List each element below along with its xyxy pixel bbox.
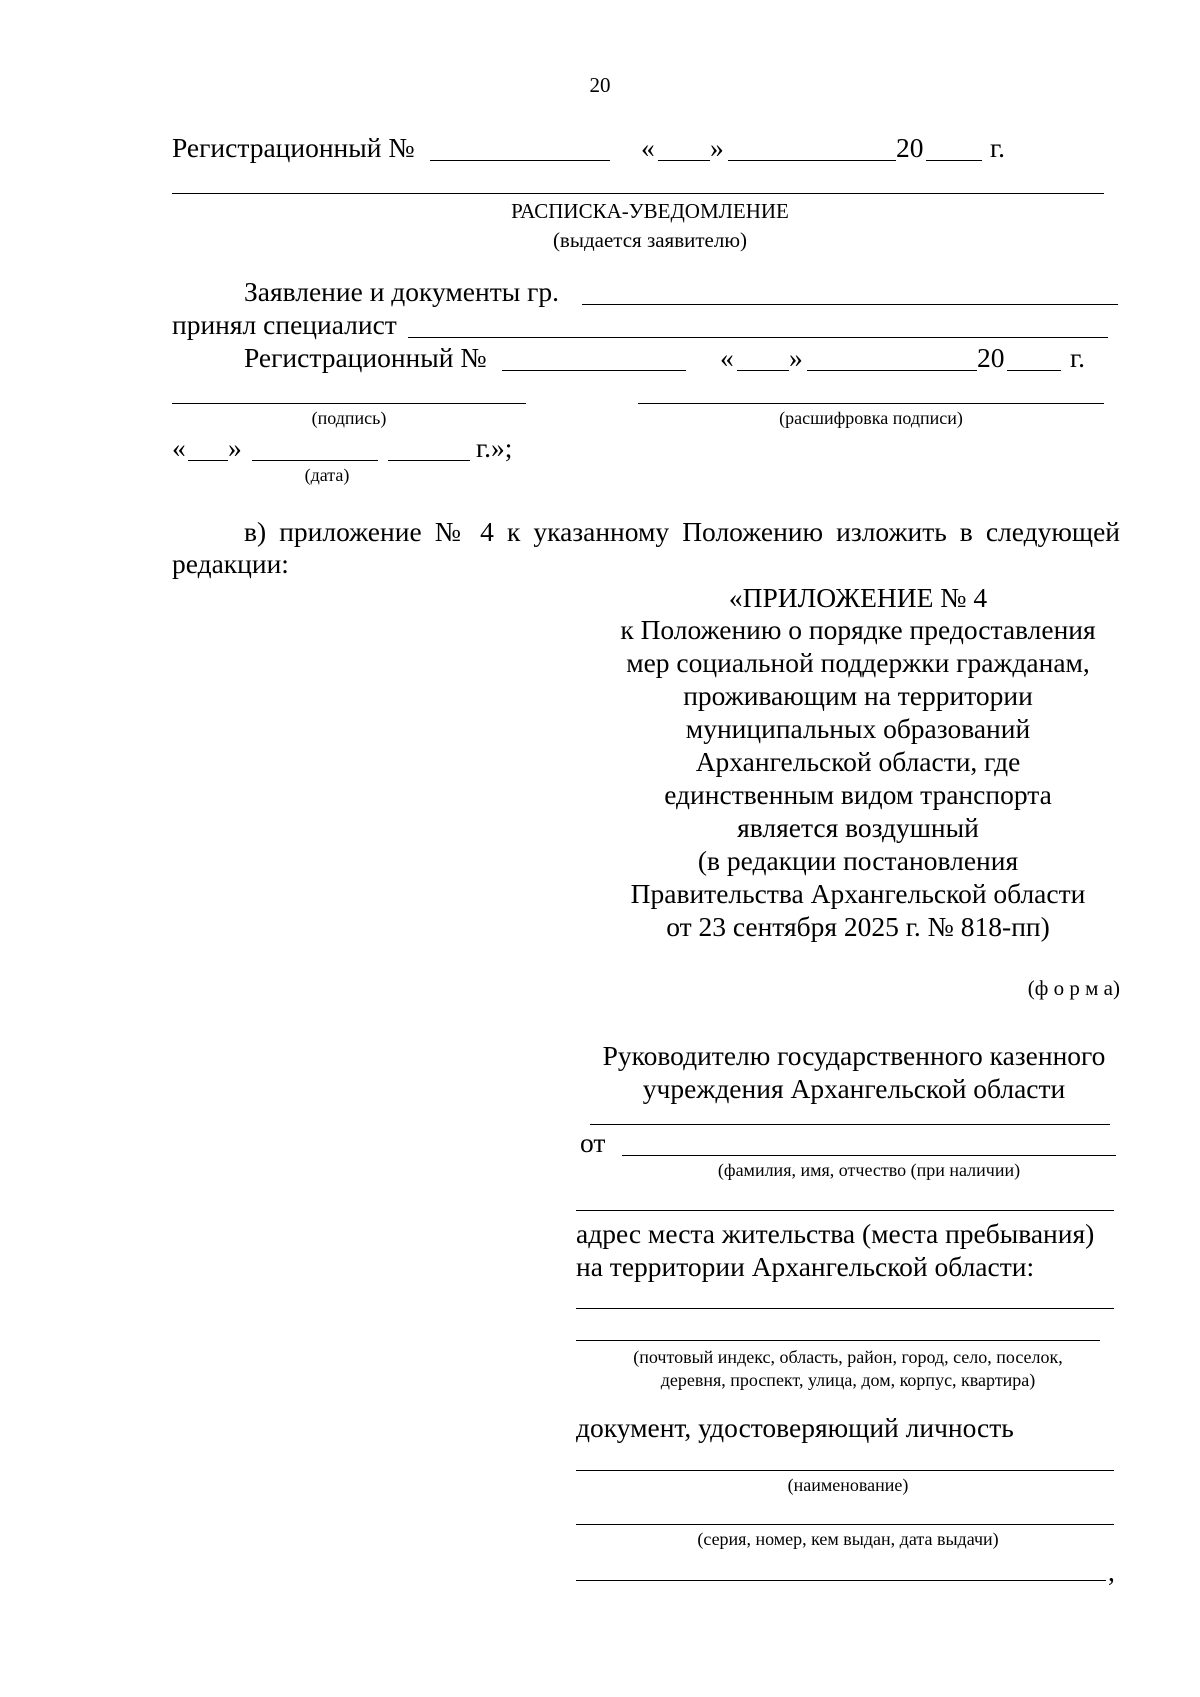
fio-caption: (фамилия, имя, отчество (при наличии): [717, 1160, 1021, 1180]
appendix-line: единственным видом транспорта: [664, 779, 1052, 810]
signature-decode-caption: (расшифровка подписи): [779, 408, 963, 428]
addressee-line: учреждения Архангельской области: [642, 1073, 1066, 1104]
appendix-line: Архангельской области, где: [695, 746, 1021, 777]
id-document-details-field[interactable]: [576, 1524, 1114, 1525]
receipt-day-field[interactable]: [737, 370, 789, 371]
month-field[interactable]: [728, 160, 896, 161]
documents-label: Заявление и документы гр.: [244, 276, 559, 307]
receipt-month-field[interactable]: [807, 370, 977, 371]
page-number: 20: [589, 73, 611, 97]
specialist-label: принял специалист: [172, 309, 397, 340]
date-caption: (дата): [304, 465, 350, 485]
receipt-title: РАСПИСКА-УВЕДОМЛЕНИЕ: [511, 199, 789, 223]
signature-decode-field[interactable]: [638, 403, 1104, 404]
registration-number-field[interactable]: [430, 160, 610, 161]
institution-name-field[interactable]: [590, 1124, 1110, 1125]
address-field-extra[interactable]: [576, 1340, 1100, 1341]
year-field[interactable]: [926, 160, 982, 161]
receipt-year-suffix: г.: [1070, 342, 1086, 373]
appendix-line: проживающим на территории: [683, 680, 1033, 711]
id-document-details-caption: (серия, номер, кем выдан, дата выдачи): [697, 1529, 999, 1549]
appendix-line: (в редакции постановления: [697, 845, 1019, 876]
receipt-registration-label: Регистрационный №: [244, 342, 487, 373]
date-day-field[interactable]: [188, 460, 228, 461]
specialist-name-field[interactable]: [408, 337, 1108, 338]
day-field[interactable]: [658, 160, 710, 161]
appendix-line: Правительства Архангельской области: [630, 878, 1086, 909]
year-suffix: г.: [990, 132, 1006, 163]
applicant-name-field-extra[interactable]: [576, 1210, 1114, 1211]
address-field[interactable]: [576, 1308, 1114, 1309]
date-year-field[interactable]: [388, 460, 470, 461]
date-open-quote: «: [172, 432, 186, 463]
receipt-close-quote: »: [789, 342, 803, 373]
receipt-registration-field[interactable]: [502, 370, 686, 371]
address-label-continued: на территории Архангельской области:: [576, 1251, 1035, 1282]
id-document-label: документ, удостоверяющий личность: [576, 1412, 1014, 1443]
receipt-subtitle: (выдается заявителю): [552, 228, 748, 252]
citizen-name-field[interactable]: [582, 304, 1118, 305]
appendix-line: «ПРИЛОЖЕНИЕ № 4: [728, 582, 988, 613]
form-label: (ф о р м а): [1027, 976, 1120, 1000]
appendix-line: муниципальных образований: [685, 713, 1031, 744]
registration-number-label: Регистрационный №: [172, 132, 415, 163]
signature-field[interactable]: [172, 403, 526, 404]
signature-caption: (подпись): [311, 408, 387, 428]
close-quote: »: [710, 132, 724, 163]
addressee-line: Руководителю государственного казенного: [602, 1040, 1106, 1071]
id-document-name-caption: (наименование): [787, 1475, 909, 1495]
open-quote: «: [641, 132, 655, 163]
address-caption-continued: деревня, проспект, улица, дом, корпус, квартира): [660, 1370, 1036, 1390]
amendment-text-continued: редакции:: [172, 548, 289, 579]
appendix-line: является воздушный: [737, 812, 979, 843]
id-document-details-field-extra[interactable]: [576, 1580, 1106, 1581]
date-close-quote: »: [228, 432, 242, 463]
receipt-year-prefix: 20: [977, 342, 1005, 373]
receipt-year-field[interactable]: [1007, 370, 1061, 371]
appendix-line: от 23 сентября 2025 г. № 818-пп): [666, 911, 1050, 942]
receipt-open-quote: «: [720, 342, 734, 373]
applicant-name-field[interactable]: [622, 1155, 1116, 1156]
address-label: адрес места жительства (места пребывания): [576, 1218, 1095, 1249]
year-prefix: 20: [896, 132, 924, 163]
amendment-text: в) приложение № 4 к указанному Положению изложить в следующей: [244, 516, 1120, 547]
trailing-comma: ,: [1108, 1556, 1115, 1587]
date-suffix: г.»;: [476, 432, 513, 463]
appendix-line: мер социальной поддержки гражданам,: [626, 647, 1090, 678]
address-caption: (почтовый индекс, область, район, город, село, поселок,: [633, 1347, 1063, 1367]
date-month-field[interactable]: [252, 460, 378, 461]
from-label: от: [580, 1127, 606, 1158]
separator-line: [172, 193, 1104, 194]
id-document-name-field[interactable]: [576, 1470, 1114, 1471]
appendix-line: к Положению о порядке предоставления: [620, 614, 1096, 645]
